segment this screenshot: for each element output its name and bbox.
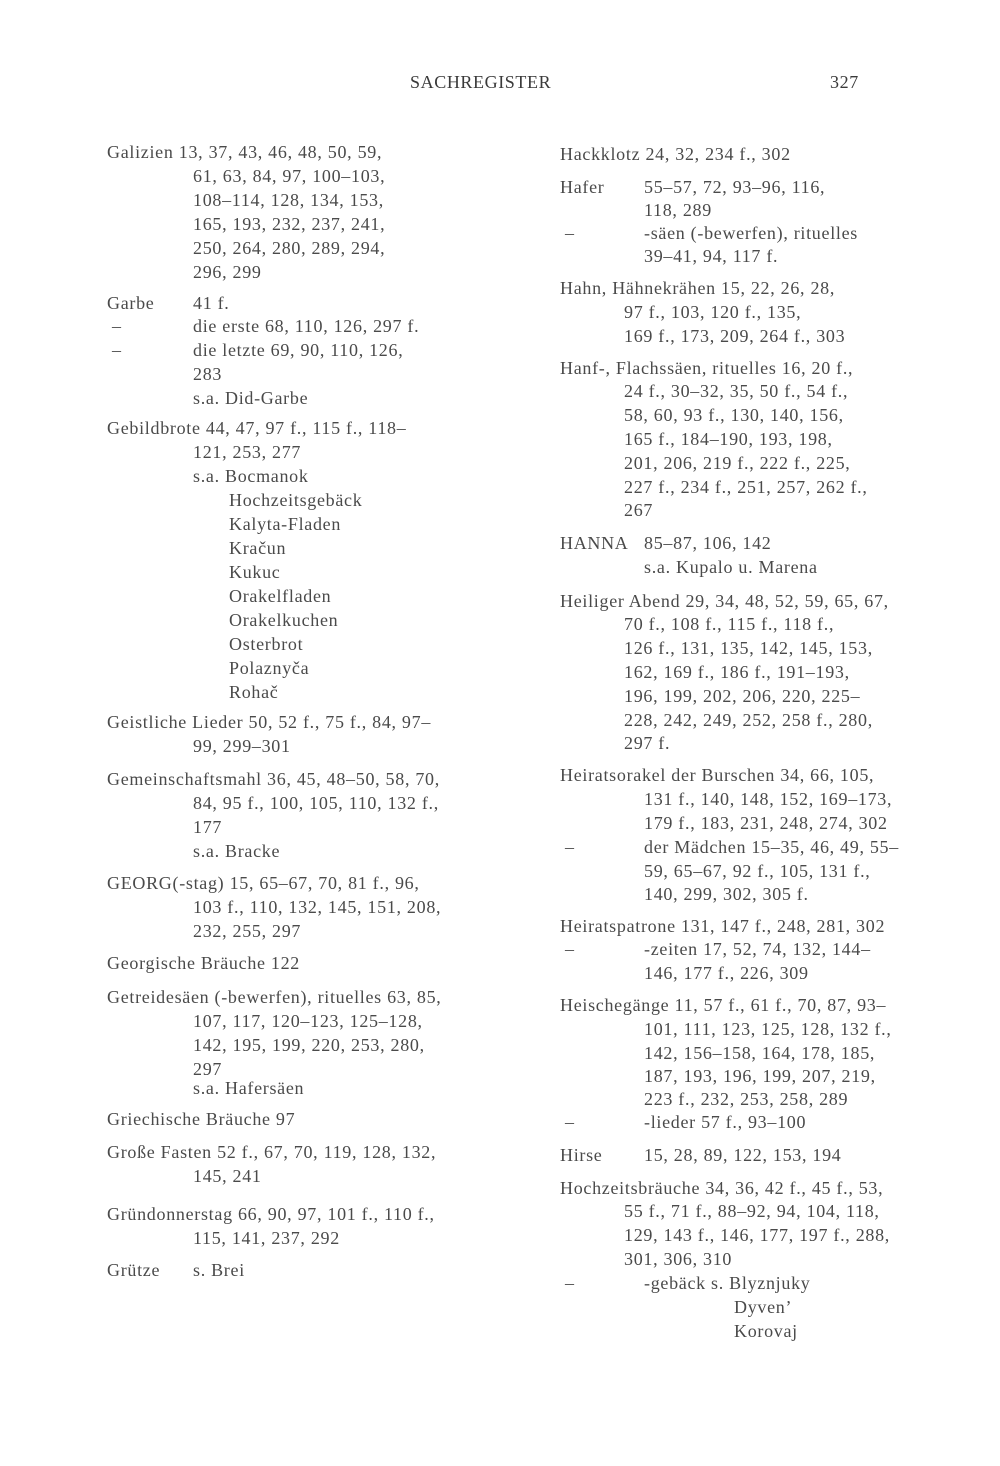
entry-line: 162, 169 f., 186 f., 191–193, xyxy=(624,662,850,682)
entry-line: Orakelfladen xyxy=(229,586,332,606)
entry-line: 55 f., 71 f., 88–92, 94, 104, 118, xyxy=(624,1201,880,1221)
entry-line: 145, 241 xyxy=(193,1166,262,1186)
entry-line: Hirse xyxy=(560,1145,603,1165)
entry-line: 39–41, 94, 117 f. xyxy=(644,246,779,266)
entry-line: Griechische Bräuche 97 xyxy=(107,1109,296,1129)
entry-line: 165, 193, 232, 237, 241, xyxy=(193,214,386,234)
page-number: 327 xyxy=(830,72,859,92)
entry-line: 97 f., 103, 120 f., 135, xyxy=(624,302,802,322)
entry-line: Hackklotz 24, 32, 234 f., 302 xyxy=(560,144,791,164)
entry-line: s.a. Did-Garbe xyxy=(193,388,309,408)
entry-line: 177 xyxy=(193,817,223,837)
entry-line: Gebildbrote 44, 47, 97 f., 115 f., 118– xyxy=(107,418,407,438)
entry-line: Polaznyča xyxy=(229,658,310,678)
entry-line: 196, 199, 202, 206, 220, 225– xyxy=(624,686,861,706)
entry-line: Kračun xyxy=(229,538,287,558)
entry-line: Dyven’ xyxy=(734,1297,793,1317)
entry-line: 297 xyxy=(193,1059,223,1079)
ditto-dash: – xyxy=(565,223,575,243)
entry-line: Kukuc xyxy=(229,562,281,582)
entry-line: Hanf-, Flachssäen, rituelles 16, 20 f., xyxy=(560,358,854,378)
entry-line: -zeiten 17, 52, 74, 132, 144– xyxy=(644,939,871,959)
entry-line: 232, 255, 297 xyxy=(193,921,302,941)
entry-line: Rohač xyxy=(229,682,279,702)
entry-line: Korovaj xyxy=(734,1321,798,1341)
entry-line: -säen (-bewerfen), rituelles xyxy=(644,223,858,243)
entry-line: 121, 253, 277 xyxy=(193,442,302,462)
entry-line: 227 f., 234 f., 251, 257, 262 f., xyxy=(624,477,868,497)
entry-line: s.a. Bracke xyxy=(193,841,281,861)
entry-line: Heiratspatrone 131, 147 f., 248, 281, 302 xyxy=(560,916,886,936)
entry-line: Heischegänge 11, 57 f., 61 f., 70, 87, 93– xyxy=(560,995,887,1015)
entry-line: 115, 141, 237, 292 xyxy=(193,1228,340,1248)
entry-line: Hochzeitsgebäck xyxy=(229,490,363,510)
entry-line: Grütze xyxy=(107,1260,161,1280)
entry-line: 84, 95 f., 100, 105, 110, 132 f., xyxy=(193,793,439,813)
entry-line: 24 f., 30–32, 35, 50 f., 54 f., xyxy=(624,381,849,401)
entry-line: 129, 143 f., 146, 177, 197 f., 288, xyxy=(624,1225,890,1245)
entry-line: Geistliche Lieder 50, 52 f., 75 f., 84, 97– xyxy=(107,712,432,732)
entry-line: Hafer xyxy=(560,177,605,197)
entry-line: Kalyta-Fladen xyxy=(229,514,342,534)
entry-line: Gemeinschaftsmahl 36, 45, 48–50, 58, 70, xyxy=(107,769,440,789)
entry-line: 131 f., 140, 148, 152, 169–173, xyxy=(644,789,893,809)
entry-line: 142, 195, 199, 220, 253, 280, xyxy=(193,1035,425,1055)
ditto-dash: – xyxy=(565,1273,575,1293)
entry-line: Garbe xyxy=(107,293,155,313)
entry-line: Gründonnerstag 66, 90, 97, 101 f., 110 f., xyxy=(107,1204,435,1224)
ditto-dash: – xyxy=(112,340,122,360)
entry-line: 146, 177 f., 226, 309 xyxy=(644,963,809,983)
entry-line: 140, 299, 302, 305 f. xyxy=(644,884,809,904)
entry-line: Getreidesäen (-bewerfen), rituelles 63, 85, xyxy=(107,987,442,1007)
entry-line: 108–114, 128, 134, 153, xyxy=(193,190,384,210)
ditto-dash: – xyxy=(565,837,575,857)
running-head: SACHREGISTER xyxy=(410,72,552,92)
entry-line: 223 f., 232, 253, 258, 289 xyxy=(644,1089,849,1109)
entry-line: HANNA xyxy=(560,533,629,553)
entry-line: 99, 299–301 xyxy=(193,736,291,756)
ditto-dash: – xyxy=(565,939,575,959)
entry-line: der Mädchen 15–35, 46, 49, 55– xyxy=(644,837,899,857)
entry-line: die erste 68, 110, 126, 297 f. xyxy=(193,316,420,336)
entry-line: 142, 156–158, 164, 178, 185, xyxy=(644,1043,876,1063)
entry-line: 296, 299 xyxy=(193,262,262,282)
entry-line: GEORG(-stag) 15, 65–67, 70, 81 f., 96, xyxy=(107,873,420,893)
entry-line: 107, 117, 120–123, 125–128, xyxy=(193,1011,423,1031)
entry-line: 267 xyxy=(624,500,654,520)
entry-line: 297 f. xyxy=(624,733,671,753)
entry-line: Galizien 13, 37, 43, 46, 48, 50, 59, xyxy=(107,142,383,162)
entry-line: 55–57, 72, 93–96, 116, xyxy=(644,177,826,197)
entry-line: 187, 193, 196, 199, 207, 219, xyxy=(644,1066,876,1086)
entry-line: 283 xyxy=(193,364,223,384)
entry-line: 118, 289 xyxy=(644,200,712,220)
entry-line: s. Brei xyxy=(193,1260,245,1280)
entry-line: die letzte 69, 90, 110, 126, xyxy=(193,340,404,360)
entry-line: 228, 242, 249, 252, 258 f., 280, xyxy=(624,710,873,730)
entry-line: 85–87, 106, 142 xyxy=(644,533,772,553)
entry-line: 41 f. xyxy=(193,293,230,313)
entry-line: 70 f., 108 f., 115 f., 118 f., xyxy=(624,614,835,634)
entry-line: 165 f., 184–190, 193, 198, xyxy=(624,429,833,449)
entry-line: 61, 63, 84, 97, 100–103, xyxy=(193,166,386,186)
entry-line: 103 f., 110, 132, 145, 151, 208, xyxy=(193,897,442,917)
entry-line: 126 f., 131, 135, 142, 145, 153, xyxy=(624,638,873,658)
entry-line: Georgische Bräuche 122 xyxy=(107,953,301,973)
entry-line: -lieder 57 f., 93–100 xyxy=(644,1112,807,1132)
entry-line: 58, 60, 93 f., 130, 140, 156, xyxy=(624,405,844,425)
entry-line: s.a. Hafersäen xyxy=(193,1078,305,1098)
entry-line: Heiliger Abend 29, 34, 48, 52, 59, 65, 67, xyxy=(560,591,889,611)
entry-line: 201, 206, 219 f., 222 f., 225, xyxy=(624,453,851,473)
ditto-dash: – xyxy=(112,316,122,336)
entry-line: 101, 111, 123, 125, 128, 132 f., xyxy=(644,1019,892,1039)
entry-line: 15, 28, 89, 122, 153, 194 xyxy=(644,1145,842,1165)
entry-line: Orakelkuchen xyxy=(229,610,339,630)
entry-line: 250, 264, 280, 289, 294, xyxy=(193,238,386,258)
entry-line: s.a. Bocmanok xyxy=(193,466,309,486)
ditto-dash: – xyxy=(565,1112,575,1132)
entry-line: Hochzeitsbräuche 34, 36, 42 f., 45 f., 53, xyxy=(560,1178,884,1198)
entry-line: 59, 65–67, 92 f., 105, 131 f., xyxy=(644,861,871,881)
entry-line: Heiratsorakel der Burschen 34, 66, 105, xyxy=(560,765,875,785)
entry-line: 301, 306, 310 xyxy=(624,1249,733,1269)
entry-line: 169 f., 173, 209, 264 f., 303 xyxy=(624,326,846,346)
entry-line: s.a. Kupalo u. Marena xyxy=(644,557,818,577)
entry-line: -gebäck s. Blyznjuky xyxy=(644,1273,811,1293)
entry-line: Hahn, Hähnekrähen 15, 22, 26, 28, xyxy=(560,278,836,298)
entry-line: 179 f., 183, 231, 248, 274, 302 xyxy=(644,813,888,833)
entry-line: Osterbrot xyxy=(229,634,304,654)
entry-line: Große Fasten 52 f., 67, 70, 119, 128, 132, xyxy=(107,1142,437,1162)
